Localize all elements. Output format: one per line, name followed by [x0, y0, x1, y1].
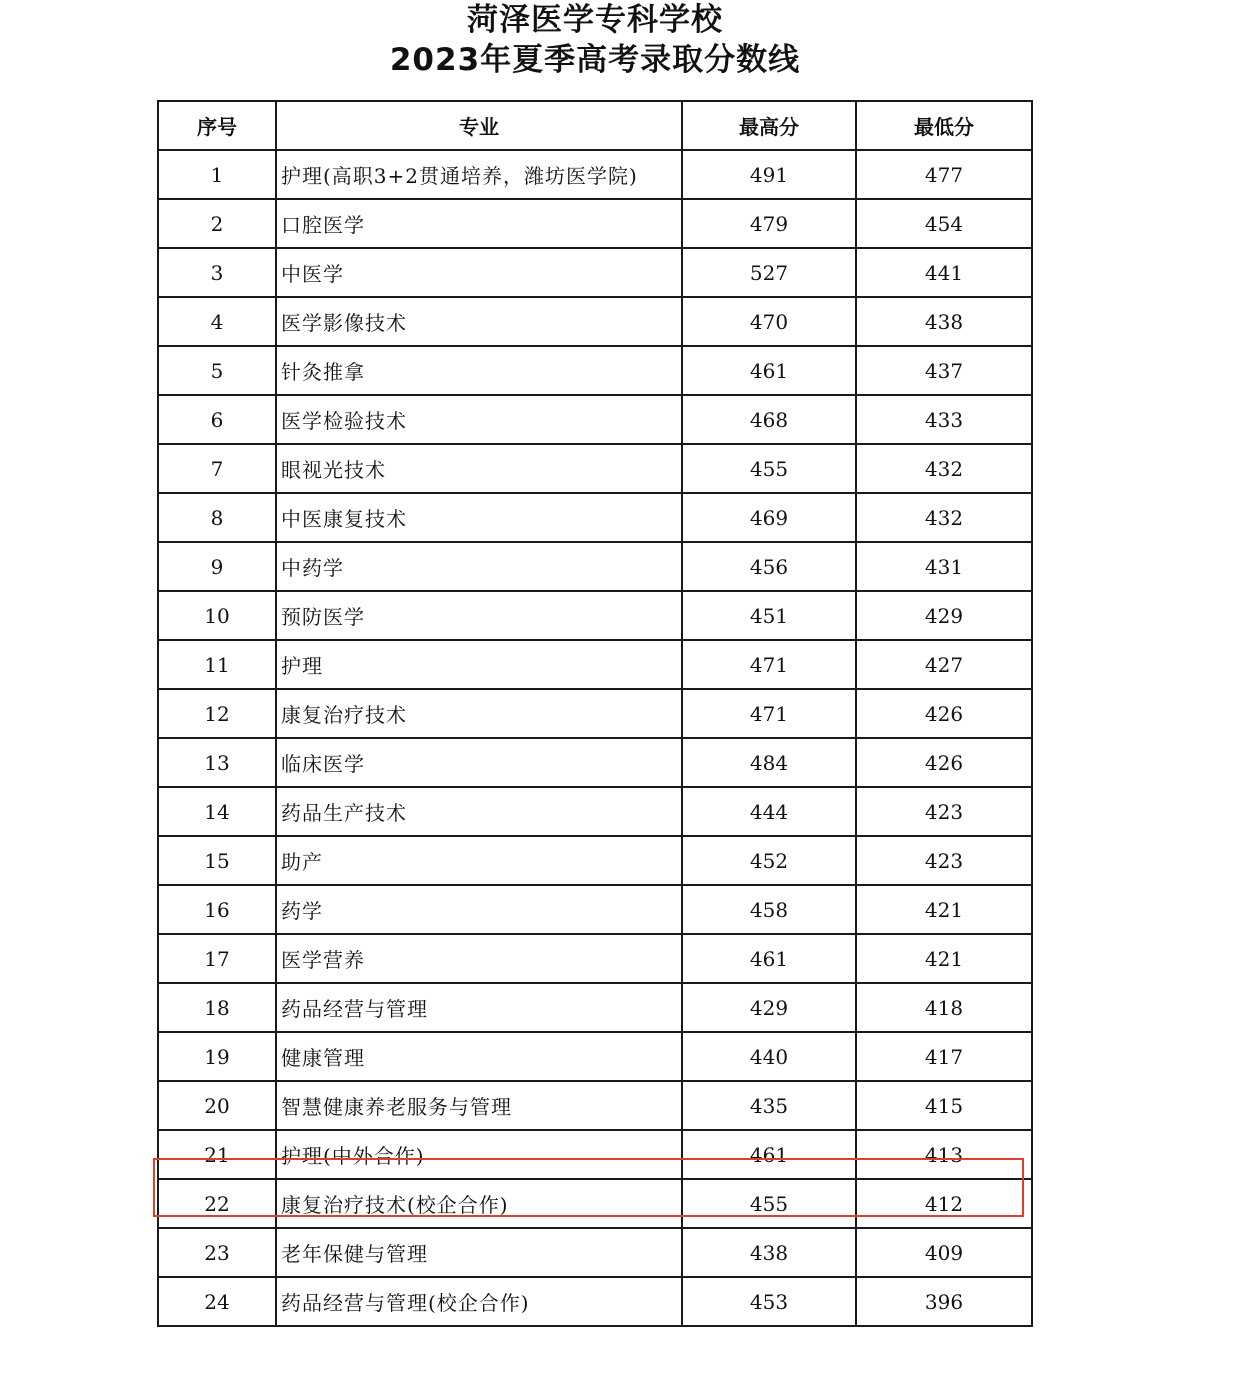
table-row: [158, 542, 1032, 591]
row-major: 药学: [276, 885, 682, 934]
row-max-score: 468: [682, 395, 856, 444]
row-max-score: 452: [682, 836, 856, 885]
row-min-score: 432: [856, 444, 1032, 493]
row-index: 11: [158, 640, 276, 689]
row-max-score: 469: [682, 493, 856, 542]
row-max-score: 453: [682, 1277, 856, 1326]
table-row: [158, 836, 1032, 885]
row-major: 预防医学: [276, 591, 682, 640]
row-min-score: 441: [856, 248, 1032, 297]
row-major: 针灸推拿: [276, 346, 682, 395]
row-min-score: 432: [856, 493, 1032, 542]
row-min-score: 412: [856, 1179, 1032, 1228]
header-index: 序号: [158, 101, 276, 150]
table-header-row: [158, 101, 1032, 150]
row-min-score: 423: [856, 787, 1032, 836]
row-min-score: 413: [856, 1130, 1032, 1179]
header-major: 专业: [276, 101, 682, 150]
row-major: 智慧健康养老服务与管理: [276, 1081, 682, 1130]
row-major: 中药学: [276, 542, 682, 591]
row-min-score: 415: [856, 1081, 1032, 1130]
row-min-score: 477: [856, 150, 1032, 199]
row-min-score: 427: [856, 640, 1032, 689]
row-max-score: 527: [682, 248, 856, 297]
table-row: [158, 1179, 1032, 1228]
row-min-score: 433: [856, 395, 1032, 444]
row-max-score: 479: [682, 199, 856, 248]
row-max-score: 456: [682, 542, 856, 591]
table-row: [158, 1277, 1032, 1326]
table-row: [158, 934, 1032, 983]
row-index: 12: [158, 689, 276, 738]
page-subtitle: 2023年夏季高考录取分数线: [389, 42, 801, 78]
row-min-score: 454: [856, 199, 1032, 248]
row-min-score: 438: [856, 297, 1032, 346]
row-major: 中医康复技术: [276, 493, 682, 542]
table-row: [158, 199, 1032, 248]
row-index: 23: [158, 1228, 276, 1277]
row-max-score: 458: [682, 885, 856, 934]
row-index: 2: [158, 199, 276, 248]
row-min-score: 396: [856, 1277, 1032, 1326]
row-major: 护理: [276, 640, 682, 689]
row-max-score: 484: [682, 738, 856, 787]
row-min-score: 426: [856, 738, 1032, 787]
row-max-score: 440: [682, 1032, 856, 1081]
table-row: [158, 787, 1032, 836]
row-max-score: 435: [682, 1081, 856, 1130]
table-row: [158, 885, 1032, 934]
table-row: [158, 248, 1032, 297]
row-major: 康复治疗技术: [276, 689, 682, 738]
row-major: 康复治疗技术(校企合作): [276, 1179, 682, 1228]
row-index: 6: [158, 395, 276, 444]
row-index: 13: [158, 738, 276, 787]
page-title: 菏泽医学专科学校: [467, 2, 723, 38]
table-row: [158, 1130, 1032, 1179]
table-row: [158, 1228, 1032, 1277]
header-max-score: 最高分: [682, 101, 856, 150]
table-row: [158, 640, 1032, 689]
row-max-score: 461: [682, 1130, 856, 1179]
row-index: 10: [158, 591, 276, 640]
row-major: 健康管理: [276, 1032, 682, 1081]
table-row: [158, 983, 1032, 1032]
row-index: 17: [158, 934, 276, 983]
row-major: 老年保健与管理: [276, 1228, 682, 1277]
row-min-score: 421: [856, 885, 1032, 934]
row-major: 临床医学: [276, 738, 682, 787]
row-index: 14: [158, 787, 276, 836]
row-min-score: 409: [856, 1228, 1032, 1277]
table-row: [158, 395, 1032, 444]
row-index: 20: [158, 1081, 276, 1130]
row-max-score: 455: [682, 444, 856, 493]
row-max-score: 429: [682, 983, 856, 1032]
row-major: 中医学: [276, 248, 682, 297]
table-body: [158, 150, 1032, 1326]
row-major: 护理(高职3+2贯通培养，潍坊医学院): [276, 150, 682, 199]
row-major: 药品生产技术: [276, 787, 682, 836]
row-max-score: 451: [682, 591, 856, 640]
row-min-score: 437: [856, 346, 1032, 395]
row-major: 药品经营与管理: [276, 983, 682, 1032]
row-min-score: 421: [856, 934, 1032, 983]
row-major: 医学检验技术: [276, 395, 682, 444]
table-row: [158, 738, 1032, 787]
table-row: [158, 689, 1032, 738]
row-index: 4: [158, 297, 276, 346]
row-major: 眼视光技术: [276, 444, 682, 493]
table-row: [158, 1032, 1032, 1081]
row-major: 药品经营与管理(校企合作): [276, 1277, 682, 1326]
row-major: 护理(中外合作): [276, 1130, 682, 1179]
row-index: 8: [158, 493, 276, 542]
header-min-score: 最低分: [856, 101, 1032, 150]
table-row: [158, 297, 1032, 346]
table-row: [158, 444, 1032, 493]
row-index: 5: [158, 346, 276, 395]
row-major: 医学营养: [276, 934, 682, 983]
row-index: 24: [158, 1277, 276, 1326]
row-max-score: 461: [682, 346, 856, 395]
row-index: 18: [158, 983, 276, 1032]
table-row: [158, 150, 1032, 199]
row-index: 9: [158, 542, 276, 591]
row-max-score: 471: [682, 689, 856, 738]
row-major: 助产: [276, 836, 682, 885]
row-max-score: 455: [682, 1179, 856, 1228]
row-min-score: 418: [856, 983, 1032, 1032]
table-row: [158, 1081, 1032, 1130]
row-max-score: 470: [682, 297, 856, 346]
row-min-score: 429: [856, 591, 1032, 640]
row-max-score: 461: [682, 934, 856, 983]
row-index: 22: [158, 1179, 276, 1228]
row-min-score: 426: [856, 689, 1032, 738]
table-row: [158, 493, 1032, 542]
row-index: 16: [158, 885, 276, 934]
row-max-score: 471: [682, 640, 856, 689]
table-row: [158, 591, 1032, 640]
admission-scores-table: [157, 100, 1033, 1327]
row-index: 21: [158, 1130, 276, 1179]
row-index: 19: [158, 1032, 276, 1081]
row-min-score: 423: [856, 836, 1032, 885]
row-max-score: 438: [682, 1228, 856, 1277]
row-index: 1: [158, 150, 276, 199]
table-row: [158, 346, 1032, 395]
row-index: 15: [158, 836, 276, 885]
row-index: 3: [158, 248, 276, 297]
row-min-score: 431: [856, 542, 1032, 591]
row-major: 口腔医学: [276, 199, 682, 248]
row-index: 7: [158, 444, 276, 493]
row-max-score: 444: [682, 787, 856, 836]
row-major: 医学影像技术: [276, 297, 682, 346]
row-min-score: 417: [856, 1032, 1032, 1081]
row-max-score: 491: [682, 150, 856, 199]
